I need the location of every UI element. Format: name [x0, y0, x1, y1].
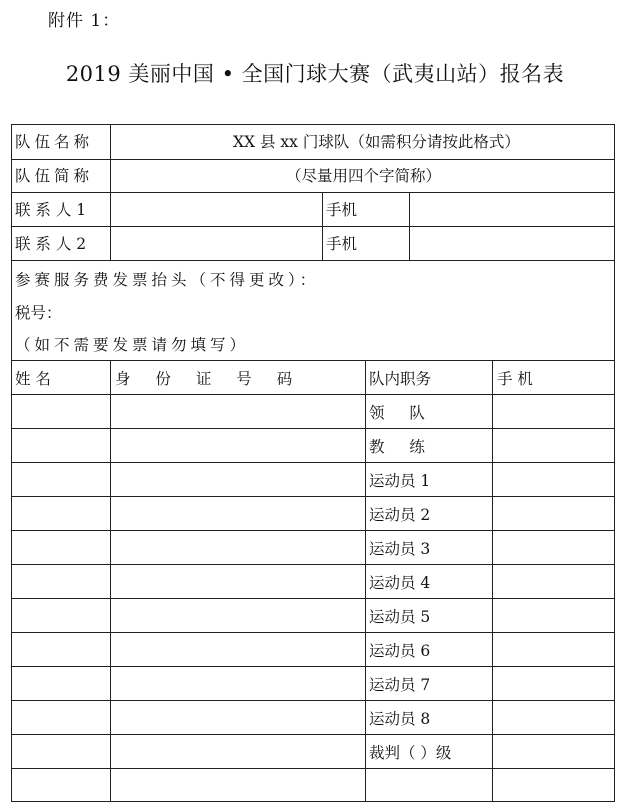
- table-row-line: [11, 666, 615, 667]
- table-col-line: [110, 360, 111, 802]
- invoice-note: （如不需要发票请勿填写）: [15, 336, 250, 354]
- table-row-line: [11, 394, 615, 395]
- page-title: 2019 美丽中国 • 全国门球大赛（武夷山站）报名表: [65, 62, 565, 86]
- contact-1-phone-label: 手机: [326, 201, 358, 219]
- table-row-line: [11, 192, 615, 193]
- team-short-value[interactable]: （尽量用四个字简称）: [286, 167, 442, 185]
- role-referee: 裁判（ ）级: [369, 744, 452, 762]
- table-border-line: [11, 801, 615, 802]
- invoice-title-label: 参赛服务费发票抬头（不得更改）：: [15, 271, 320, 289]
- table-row-line: [11, 462, 615, 463]
- role-player-3: 运动员 3: [369, 540, 431, 558]
- table-col-line: [110, 124, 111, 260]
- table-row-line: [11, 360, 615, 361]
- contact-2-phone-label: 手机: [326, 235, 358, 253]
- table-row-line: [11, 496, 615, 497]
- table-row-line: [11, 632, 615, 633]
- contact-1-label: 联 系 人 1: [15, 201, 87, 219]
- table-row-line: [11, 428, 615, 429]
- table-col-line: [492, 360, 493, 802]
- col-header-role: 队内职务: [369, 370, 432, 388]
- table-border-line: [11, 124, 12, 802]
- table-col-line: [322, 192, 323, 260]
- role-player-2: 运动员 2: [369, 506, 431, 524]
- role-player-4: 运动员 4: [369, 574, 431, 592]
- attachment-label: 附件 1：: [48, 11, 121, 31]
- team-name-label: 队伍名称: [15, 133, 94, 151]
- table-col-line: [365, 360, 366, 802]
- tax-number-label: 税号：: [15, 304, 62, 322]
- role-player-5: 运动员 5: [369, 608, 431, 626]
- table-border-line: [614, 124, 615, 802]
- registration-form-table: [11, 124, 615, 802]
- team-short-label: 队伍简称: [15, 167, 94, 185]
- table-row-line: [11, 598, 615, 599]
- table-row-line: [11, 260, 615, 261]
- team-name-value[interactable]: XX 县 xx 门球队（如需积分请按此格式）: [233, 133, 520, 151]
- contact-2-label: 联 系 人 2: [15, 235, 87, 253]
- role-coach: 教 练: [369, 438, 435, 456]
- col-header-phone: 手 机: [497, 370, 533, 388]
- table-border-line: [11, 124, 615, 125]
- table-row-line: [11, 768, 615, 769]
- col-header-name: 姓 名: [15, 370, 51, 388]
- table-col-line: [409, 192, 410, 260]
- table-row-line: [11, 159, 615, 160]
- role-player-6: 运动员 6: [369, 642, 431, 660]
- col-header-id-number: 身 份 证 号 码: [115, 370, 303, 388]
- table-row-line: [11, 734, 615, 735]
- role-player-8: 运动员 8: [369, 710, 431, 728]
- role-player-7: 运动员 7: [369, 676, 431, 694]
- table-row-line: [11, 700, 615, 701]
- table-row-line: [11, 530, 615, 531]
- role-team-leader: 领 队: [369, 404, 435, 422]
- role-player-1: 运动员 1: [369, 472, 431, 490]
- table-row-line: [11, 226, 615, 227]
- table-row-line: [11, 564, 615, 565]
